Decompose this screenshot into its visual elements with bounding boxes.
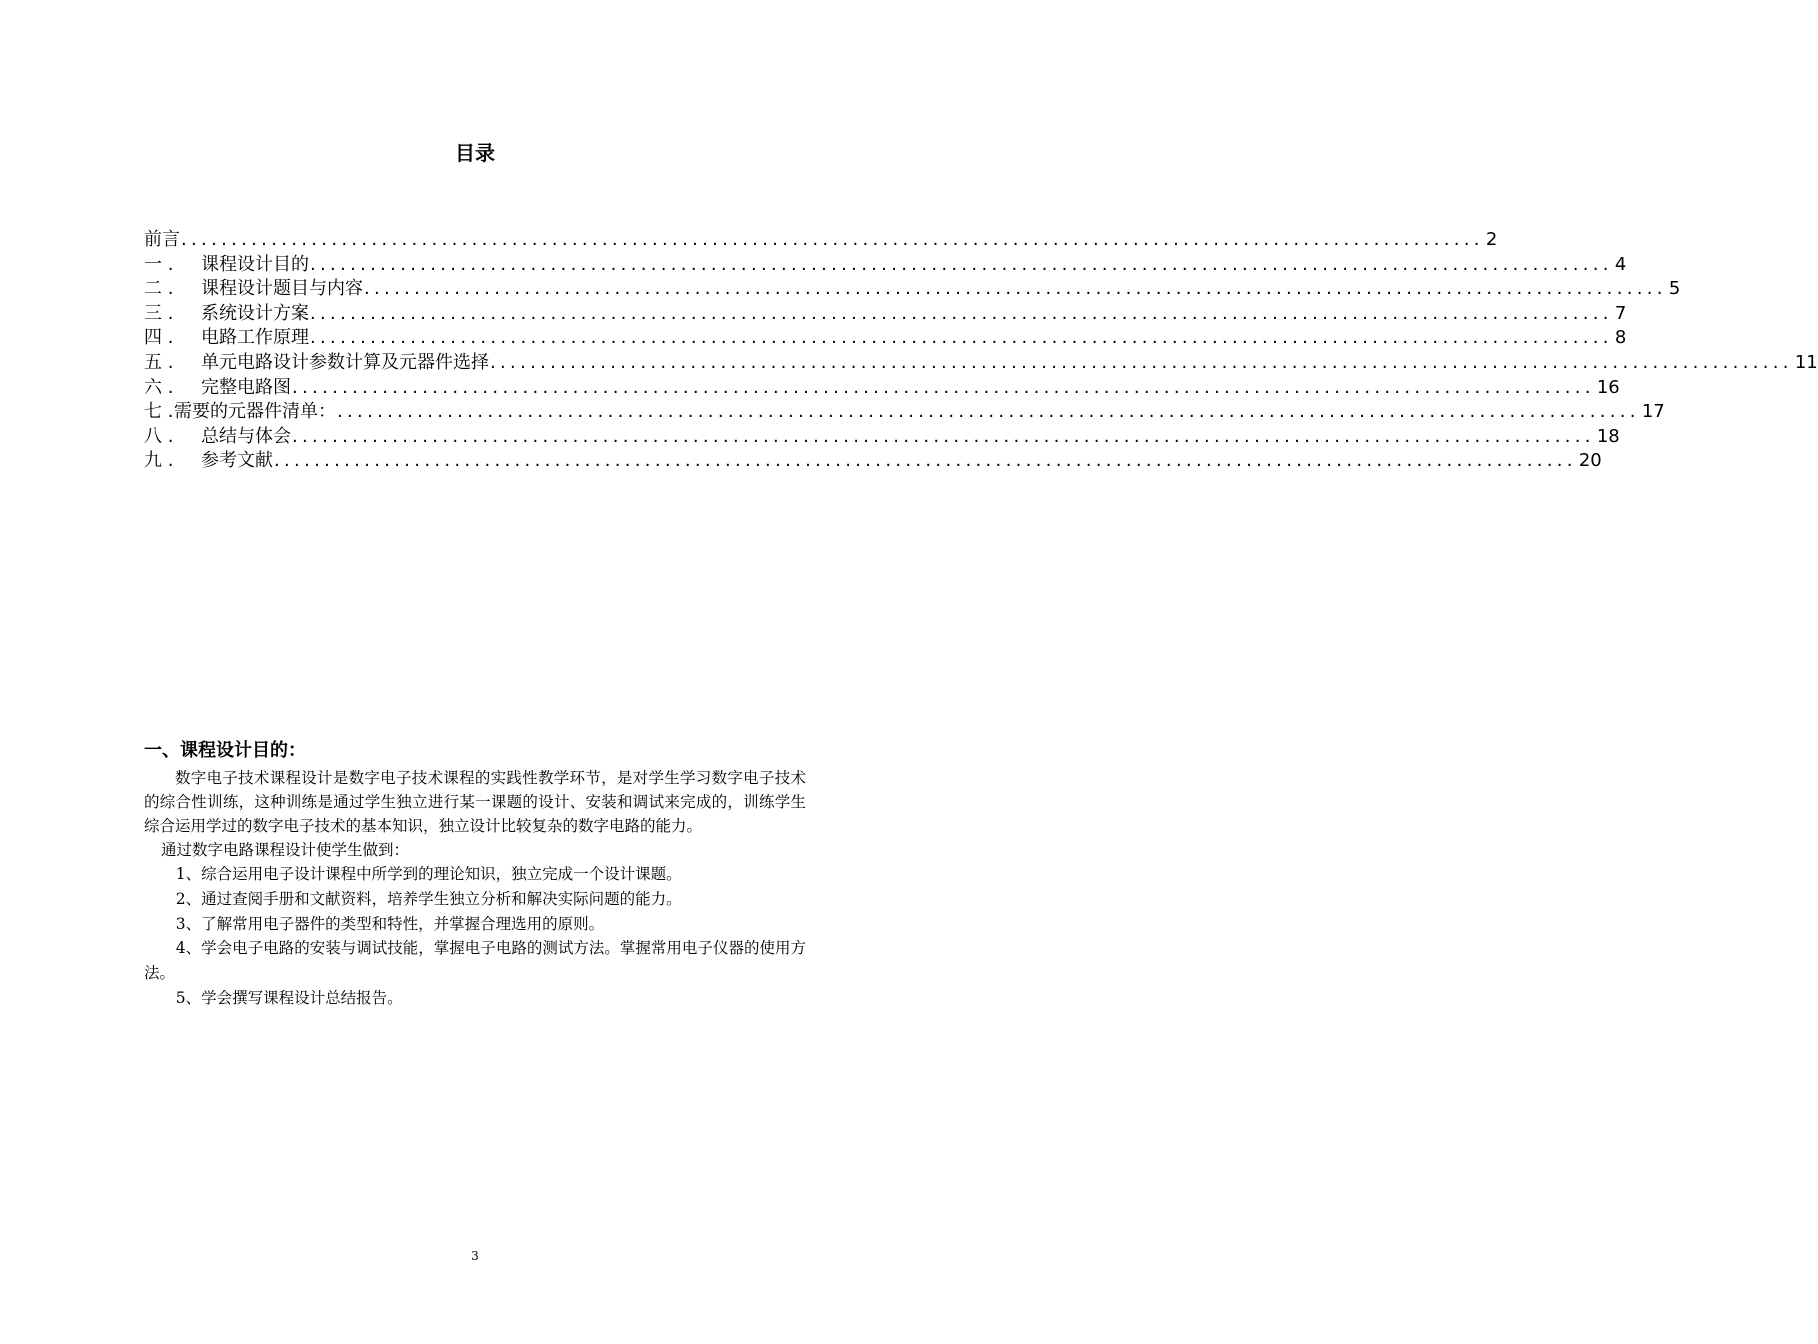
toc-entry[interactable] bbox=[144, 351, 1818, 376]
list-item: 4、学会电子电路的安装与调试技能，掌握电子电路的测试方法。掌握常用电子仪器的使用方法。 bbox=[144, 939, 806, 983]
toc-entry-page: 8 bbox=[1614, 327, 1627, 349]
table-of-contents bbox=[144, 228, 1818, 474]
toc-entry[interactable] bbox=[144, 400, 1665, 425]
toc-leader-dots: .................................................................................................................................. bbox=[310, 302, 1613, 324]
toc-entry-text: 总结与体会 bbox=[201, 425, 291, 447]
toc-leader-dots: .................................................................................................................................. bbox=[181, 229, 1484, 250]
toc-entry-text: 单元电路设计参数计算及元器件选择 bbox=[201, 351, 489, 373]
toc-entry[interactable] bbox=[144, 449, 1602, 474]
toc-leader-dots: .................................................................................................................................. bbox=[364, 278, 1667, 300]
intro-paragraph: 数字电子技术课程设计是数字电子技术课程的实践性教学环节，是对学生学习数字电子技术的综合性训练，这种训练是通过学生独立进行某一课题的设计、安装和调试来完成的，训练学生综合运用学过的数字电子技术的基本知识，独立设计比较复杂的数字电路的能力。 bbox=[144, 769, 806, 835]
toc-entry[interactable] bbox=[144, 302, 1627, 327]
toc-entry-text: 完整电路图 bbox=[201, 376, 291, 398]
section-course-design-purpose bbox=[144, 738, 806, 1011]
toc-entry[interactable] bbox=[144, 277, 1681, 302]
toc-leader-dots: .................................................................................................................................. bbox=[337, 401, 1640, 423]
list-item: 1、综合运用电子设计课程中所学到的理论知识，独立完成一个设计课题。 bbox=[175, 865, 682, 883]
toc-entry[interactable] bbox=[144, 425, 1620, 450]
toc-entry-page: 17 bbox=[1641, 401, 1665, 423]
toc-entry-number: 四 . bbox=[144, 327, 174, 349]
toc-entry-text: 需要的元器件清单： bbox=[174, 401, 336, 423]
toc-entry-text: 课程设计目的 bbox=[201, 253, 309, 275]
toc-entry-page: 2 bbox=[1485, 229, 1498, 250]
toc-entry-page: 16 bbox=[1596, 376, 1620, 398]
list-item: 5、学会撰写课程设计总结报告。 bbox=[175, 988, 403, 1007]
toc-entry-number: 六 . bbox=[144, 376, 174, 398]
toc-leader-dots: .................................................................................................................................. bbox=[274, 450, 1577, 472]
toc-entry-number: 九 . bbox=[144, 450, 174, 472]
toc-entry-preface[interactable] bbox=[144, 228, 1498, 253]
toc-entry-number: 一 . bbox=[144, 253, 174, 275]
toc-entry-page: 5 bbox=[1668, 278, 1681, 300]
toc-entry-number: 八 . bbox=[144, 425, 174, 447]
lead-paragraph: 通过数字电路课程设计使学生做到： bbox=[161, 841, 410, 859]
toc-entry[interactable] bbox=[144, 253, 1627, 278]
toc-entry-text: 前言 bbox=[144, 229, 180, 250]
toc-entry-page: 4 bbox=[1614, 253, 1627, 275]
toc-entry-page: 11 bbox=[1794, 351, 1818, 373]
toc-leader-dots: .................................................................................................................................. bbox=[292, 425, 1595, 447]
toc-leader-dots: .................................................................................................................................. bbox=[292, 376, 1595, 398]
toc-entry-number: 三 . bbox=[144, 302, 174, 324]
toc-leader-dots: .................................................................................................................................. bbox=[490, 351, 1793, 373]
section-heading: 一、课程设计目的： bbox=[144, 740, 306, 761]
toc-entry-text: 课程设计题目与内容 bbox=[201, 278, 363, 300]
toc-entry-page: 20 bbox=[1578, 450, 1602, 472]
toc-entry-number: 二 . bbox=[144, 278, 174, 300]
toc-entry-number: 七 . bbox=[144, 401, 174, 423]
toc-entry-page: 18 bbox=[1596, 425, 1620, 447]
toc-entry-number: 五 . bbox=[144, 351, 174, 373]
toc-title: 目录 bbox=[455, 141, 495, 165]
page-number: 3 bbox=[471, 1249, 479, 1263]
toc-entry-text: 电路工作原理 bbox=[201, 327, 309, 349]
toc-entry[interactable] bbox=[144, 326, 1627, 351]
toc-entry-text: 系统设计方案 bbox=[201, 302, 309, 324]
toc-leader-dots: .................................................................................................................................. bbox=[310, 327, 1613, 349]
toc-leader-dots: .................................................................................................................................. bbox=[310, 253, 1613, 275]
toc-entry[interactable] bbox=[144, 376, 1620, 401]
list-item: 3、了解常用电子器件的类型和特性，并掌握合理选用的原则。 bbox=[175, 914, 605, 933]
toc-entry-page: 7 bbox=[1614, 302, 1627, 324]
toc-entry-text: 参考文献 bbox=[201, 450, 273, 472]
list-item: 2、通过查阅手册和文献资料，培养学生独立分析和解决实际问题的能力。 bbox=[175, 889, 682, 908]
